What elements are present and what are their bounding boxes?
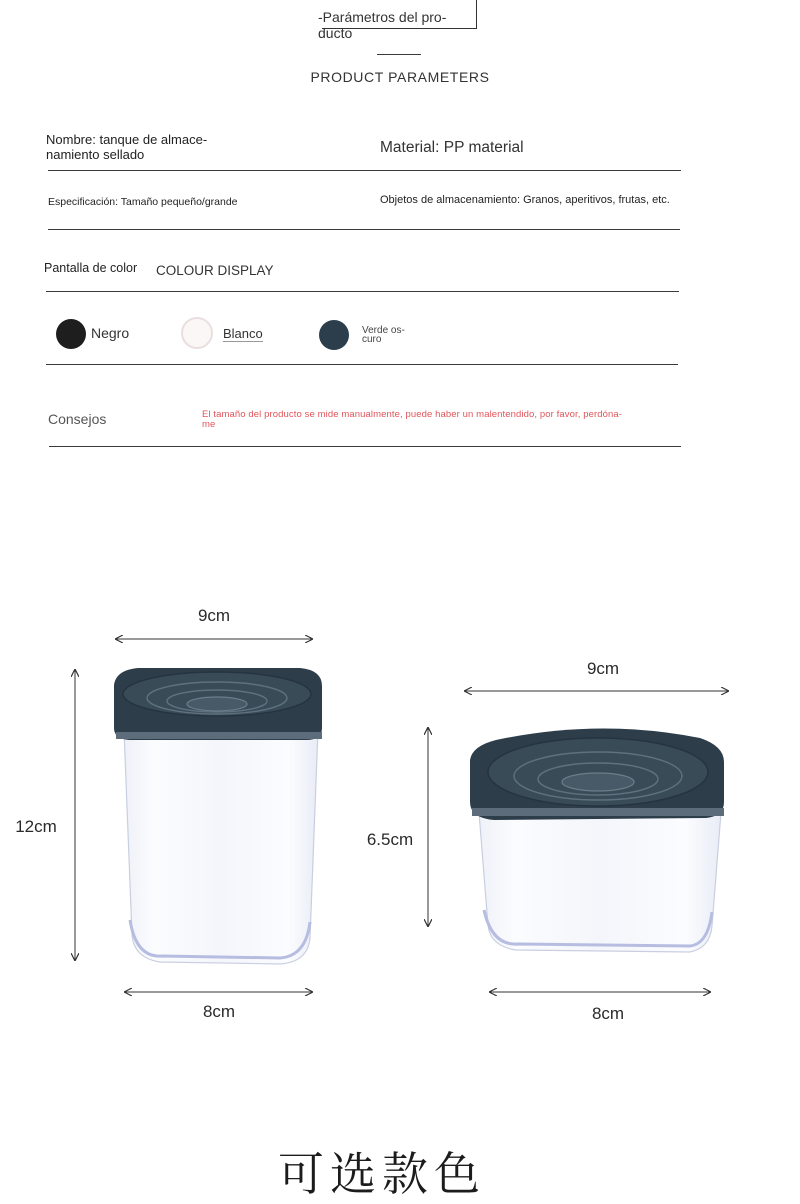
divider-3 bbox=[46, 291, 679, 292]
divider-4 bbox=[46, 364, 678, 365]
tall-jar bbox=[114, 668, 322, 964]
product-diagram bbox=[0, 590, 800, 1040]
short-bottom-width-label: 8cm bbox=[591, 1004, 625, 1023]
divider-5 bbox=[49, 446, 681, 447]
param-material: Material: PP material bbox=[380, 139, 524, 156]
divider-2 bbox=[48, 229, 680, 230]
divider-1 bbox=[48, 170, 681, 171]
title-spanish: -Parámetros del pro- ducto bbox=[318, 9, 447, 41]
param-objects: Objetos de almacenamiento: Granos, aperitivos, frutas, etc. bbox=[380, 194, 670, 206]
tall-height-label: 12cm bbox=[15, 817, 57, 836]
short-jar bbox=[470, 728, 724, 952]
footer-title: 可选款色 bbox=[278, 1147, 486, 1201]
swatch-dark-green bbox=[319, 320, 349, 350]
tall-top-width-label: 9cm bbox=[197, 606, 231, 625]
title-english: PRODUCT PARAMETERS bbox=[310, 69, 490, 85]
param-spec: Especificación: Tamaño pequeño/grande bbox=[48, 196, 238, 208]
short-height-label: 6.5cm bbox=[366, 830, 414, 849]
param-name: Nombre: tanque de almace- namiento sellado bbox=[46, 132, 208, 162]
tips-text: El tamaño del producto se mide manualmente, puede haber un malentendido, por favor, perdóna- me bbox=[202, 409, 623, 430]
swatch-black-label: Negro bbox=[91, 325, 130, 341]
tall-bottom-width-label: 8cm bbox=[202, 1002, 236, 1021]
tips-label: Consejos bbox=[48, 411, 107, 427]
color-label-es: Pantalla de color bbox=[44, 261, 138, 275]
swatch-black bbox=[56, 319, 86, 349]
swatch-white bbox=[181, 317, 213, 349]
title-underline bbox=[377, 54, 421, 55]
color-label-en: COLOUR DISPLAY bbox=[156, 263, 274, 278]
swatch-white-label: Blanco bbox=[223, 326, 263, 341]
short-top-width-label: 9cm bbox=[586, 659, 620, 678]
swatch-dark-green-label: Verde os- curo bbox=[362, 325, 405, 345]
